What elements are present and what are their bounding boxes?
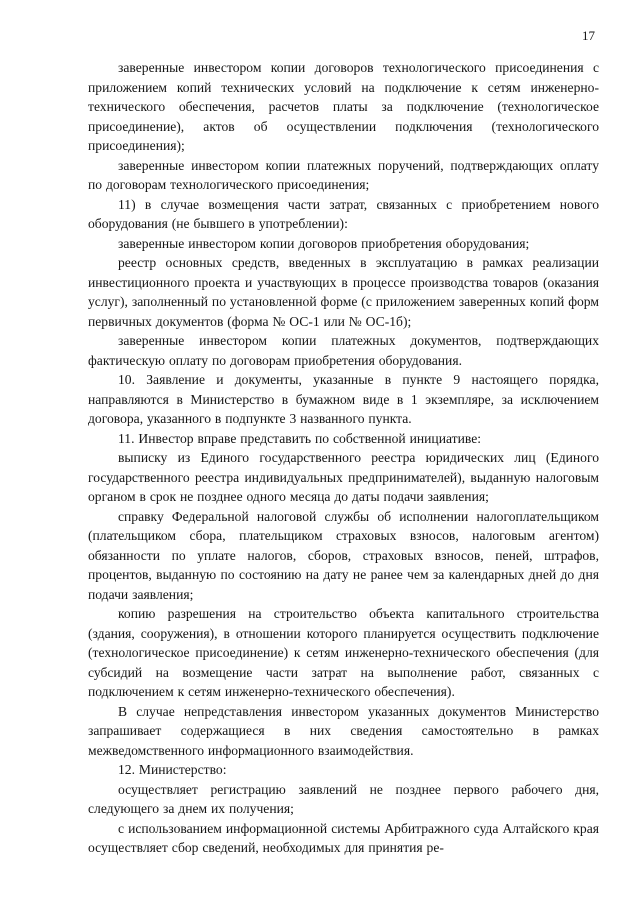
paragraph: заверенные инвестором копии договоров приобретения оборудования; xyxy=(118,235,530,251)
paragraph: копию разрешения на строительство объекта капитального строительства (здания, сооружения), в отношении которого планируется осуществить подключение (технологическое присоединение) к сетям инженерно-технического обеспечения (для субсидий на возмещение части затрат на выполнение работ, связанных с подключением к сетям инженерно-технического обеспечения). xyxy=(88,606,599,699)
paragraph: 10. Заявление и документы, указанные в пункте 9 настоящего порядка, направляются в Министерство в бумажном виде в 1 экземпляре, за исключением договора, указанного в подпункте 3 названного пункта. xyxy=(88,372,599,426)
paragraph: заверенные инвестором копии договоров технологического присоединения с приложением копий технических условий на подключение к сетям инженерно-технического обеспечения, расчетов платы за подключение (технологическое присоединение), актов об осуществлении подключения (технологического присоединения); xyxy=(88,60,599,153)
paragraph: В случае непредставления инвестором указанных документов Министерство запрашивает содержащиеся в них сведения самостоятельно в рамках межведомственного информационного взаимодействия. xyxy=(88,703,599,758)
page-number: 17 xyxy=(582,28,595,43)
paragraph: осуществляет регистрацию заявлений не позднее первого рабочего дня, следующего за днем их получения; xyxy=(88,781,599,816)
document-body xyxy=(88,58,599,858)
paragraph: с использованием информационной системы Арбитражного суда Алтайского края осуществляет сбор сведений, необходимых для принятия ре- xyxy=(88,820,599,855)
paragraph: 12. Министерство: xyxy=(118,762,227,777)
paragraph: реестр основных средств, введенных в эксплуатацию в рамках реализации инвестиционного проекта и участвующих в процессе производства товаров (оказания услуг), заполненный по установленной форме (с приложением заверенных копий форм первичных документов (форма № ОС-1 или № ОС-1б); xyxy=(88,255,599,329)
paragraph: заверенные инвестором копии платежных поручений, подтверждающих оплату по договорам технологического присоединения; xyxy=(88,157,599,192)
paragraph: 11. Инвестор вправе представить по собственной инициативе: xyxy=(118,430,482,446)
paragraph: справку Федеральной налоговой службы об исполнении налогоплательщиком (плательщиком сбора, плательщиком страховых взносов, налоговым агентом) обязанности по уплате налогов, сборов, страховых взносов, пеней, штрафов, процентов, выданную по состоянию на дату не ранее чем за календарных дней до дня подачи заявления; xyxy=(88,508,599,602)
paragraph: выписку из Единого государственного реестра юридических лиц (Единого государственного реестра индивидуальных предпринимателей), выданную налоговым органом в срок не позднее одного месяца до даты подачи заявления; xyxy=(88,450,599,504)
paragraph: 11) в случае возмещения части затрат, связанных с приобретением нового оборудования (не бывшего в употреблении): xyxy=(88,196,599,231)
paragraph: заверенные инвестором копии платежных документов, подтверждающих фактическую оплату по договорам приобретения оборудования. xyxy=(88,333,599,368)
